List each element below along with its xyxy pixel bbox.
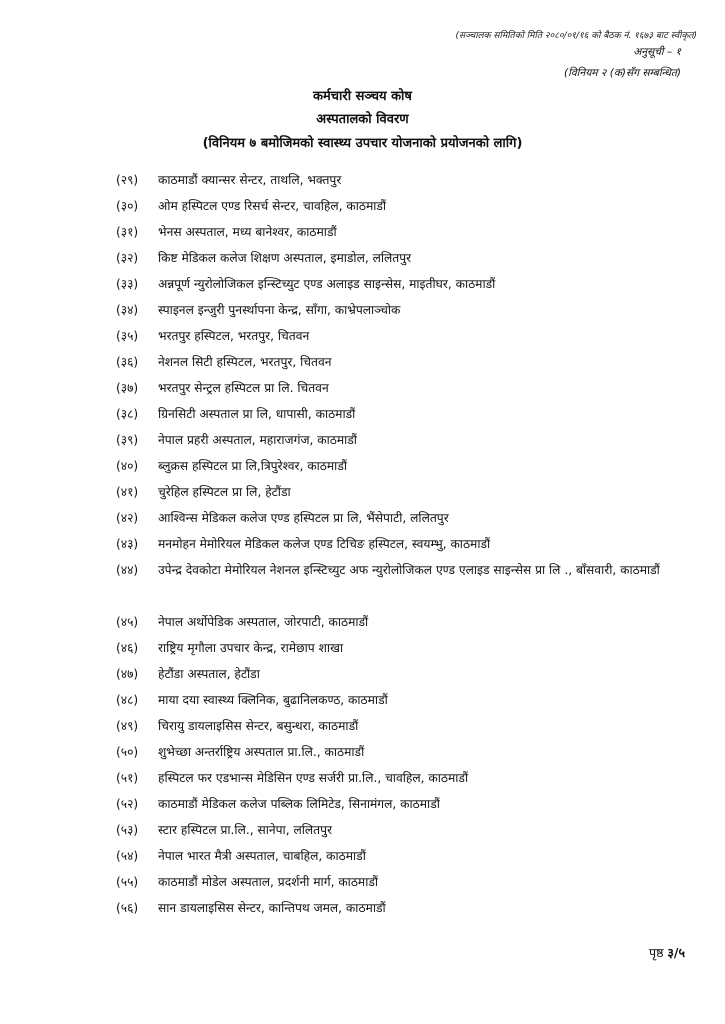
list-item-number: (४०)	[116, 459, 139, 473]
hospital-name: चुरेहिल हस्पिटल प्रा लि, हेटौंडा	[158, 485, 291, 499]
list-item	[116, 458, 711, 484]
list-item	[116, 874, 711, 900]
list-item	[116, 900, 711, 926]
hospital-name: चिरायु डायलाइसिस सेन्टर, बसुन्धरा, काठमाडौं	[158, 719, 359, 733]
hospital-name: भरतपुर हस्पिटल, भरतपुर, चितवन	[158, 329, 310, 343]
hospital-name: माया दया स्वास्थ्य क्लिनिक, बुढानिलकण्ठ, काठमाडौं	[158, 693, 388, 707]
list-item	[116, 770, 711, 796]
document-subtitle: अस्पतालको विवरण	[316, 112, 409, 127]
list-item-number: (५४)	[116, 849, 139, 863]
list-item-number: (३१)	[116, 225, 139, 239]
list-item	[116, 302, 711, 328]
approval-note: (सञ्चालक समितिको मिति २०८०/०१/१६ को बैठक नं. १६७३ बाट स्वीकृत)	[455, 31, 697, 41]
list-item	[116, 796, 711, 822]
hospital-name: नेपाल प्रहरी अस्पताल, महाराजगंज, काठमाडौं	[158, 433, 357, 447]
list-item	[116, 484, 711, 510]
list-item	[116, 562, 711, 614]
list-item-number: (४२)	[116, 511, 139, 525]
document-title: कर्मचारी सञ्चय कोष	[313, 89, 412, 104]
list-item	[116, 198, 711, 224]
list-item-number: (३४)	[116, 303, 139, 317]
list-item-number: (५३)	[116, 823, 139, 837]
hospital-name: भरतपुर सेन्ट्रल हस्पिटल प्रा लि. चितवन	[158, 381, 329, 395]
page-label: पृष्ठ	[648, 945, 664, 960]
list-item	[116, 848, 711, 874]
list-item	[116, 406, 711, 432]
list-item	[116, 172, 711, 198]
list-item	[116, 354, 711, 380]
list-item-number: (४८)	[116, 693, 139, 707]
list-item	[116, 536, 711, 562]
hospital-name: हेटौंडा अस्पताल, हेटौंडा	[158, 667, 260, 681]
hospital-name: सान डायलाइसिस सेन्टर, कान्तिपथ जमल, काठमाडौं	[158, 901, 386, 915]
page-number	[649, 944, 685, 961]
list-item-number: (५६)	[116, 901, 139, 915]
list-item	[116, 432, 711, 458]
list-item-number: (५०)	[116, 745, 139, 759]
list-item-number: (५१)	[116, 771, 139, 785]
list-item-number: (३३)	[116, 277, 139, 291]
list-item-number: (३०)	[116, 199, 139, 213]
hospital-name: ग्रिनसिटी अस्पताल प्रा लि, धापासी, काठमाडौं	[158, 407, 356, 421]
list-item	[116, 692, 711, 718]
list-item-number: (४७)	[116, 667, 139, 681]
hospital-name: काठमाडौं मेडिकल कलेज पब्लिक लिमिटेड, सिनामंगल, काठमाडौं	[158, 797, 440, 811]
hospital-name: ब्लुक्रस हस्पिटल प्रा लि,त्रिपुरेश्वर, काठमाडौं	[158, 459, 347, 473]
list-item-number: (५५)	[116, 875, 139, 889]
hospital-name: काठमाडौं मोडेल अस्पताल, प्रदर्शनी मार्ग, काठमाडौं	[158, 875, 379, 889]
list-item	[116, 510, 711, 536]
list-item-number: (४६)	[116, 641, 139, 655]
list-item-number: (३५)	[116, 329, 139, 343]
hospital-name: शुभेच्छा अन्तर्राष्ट्रिय अस्पताल प्रा.लि., काठमाडौं	[158, 745, 365, 759]
list-item-number: (४४)	[116, 563, 139, 577]
list-item-number: (३८)	[116, 407, 139, 421]
list-item	[116, 250, 711, 276]
list-item-number: (४१)	[116, 485, 139, 499]
list-item	[116, 666, 711, 692]
hospital-name: किष्ट मेडिकल कलेज शिक्षण अस्पताल, इमाडोल, ललितपुर	[158, 251, 412, 265]
list-item-number: (२९)	[116, 173, 139, 187]
hospital-name: मनमोहन मेमोरियल मेडिकल कलेज एण्ड टिचिङ हस्पिटल, स्वयम्भु, काठमाडौं	[158, 537, 491, 551]
list-item-number: (४३)	[116, 537, 139, 551]
list-item	[116, 276, 711, 302]
annex-label: अनुसूची – १	[633, 46, 681, 58]
hospital-name: काठमाडौं क्यान्सर सेन्टर, ताथलि, भक्तपुर	[158, 173, 342, 187]
list-item	[116, 640, 711, 666]
list-item-number: (५२)	[116, 797, 139, 811]
list-item-number: (३६)	[116, 355, 139, 369]
hospital-name: नेपाल भारत मैत्री अस्पताल, चाबहिल, काठमाडौं	[158, 849, 366, 863]
list-item	[116, 328, 711, 354]
hospital-name: राष्ट्रिय मृगौला उपचार केन्द्र, रामेछाप शाखा	[158, 641, 344, 655]
list-item-number: (४५)	[116, 615, 139, 629]
list-item-number: (३७)	[116, 381, 139, 395]
hospital-name: ओम हस्पिटल एण्ड रिसर्च सेन्टर, चावहिल, काठमाडौं	[158, 199, 387, 213]
page-number-value: ३/५	[667, 945, 685, 960]
hospital-name: नेपाल अर्थोपेडिक अस्पताल, जोरपाटी, काठमाडौं	[158, 615, 369, 629]
list-item-number: (३२)	[116, 251, 139, 265]
list-item	[116, 718, 711, 744]
document-purpose: (विनियम ७ बमोजिमको स्वास्थ्य उपचार योजनाको प्रयोजनको लागि)	[202, 136, 523, 151]
hospital-name: अन्नपूर्ण न्युरोलोजिकल इन्स्टिच्युट एण्ड अलाइड साइन्सेस, माइतीघर, काठमाडौं	[158, 277, 496, 291]
hospital-list	[116, 172, 711, 926]
list-item	[116, 822, 711, 848]
list-item	[116, 744, 711, 770]
hospital-name: भेनस अस्पताल, मध्य बानेश्वर, काठमाडौं	[158, 225, 337, 239]
hospital-name: उपेन्द्र देवकोटा मेमोरियल नेशनल इन्स्टिच्युट अफ न्युरोलोजिकल एण्ड एलाइड साइन्सेस प्रा लि ., बाँसवारी, काठमाडौं	[158, 563, 660, 577]
list-item-number: (३९)	[116, 433, 139, 447]
list-item-number: (४९)	[116, 719, 139, 733]
regulation-reference: (विनियम २ (क)सँग सम्बन्धित)	[564, 67, 681, 79]
list-item	[116, 614, 711, 640]
list-item	[116, 380, 711, 406]
hospital-name: नेशनल सिटी हस्पिटल, भरतपुर, चितवन	[158, 355, 332, 369]
hospital-name: स्पाइनल इन्जुरी पुनर्स्थापना केन्द्र, साँगा, काभ्रेपलाञ्चोक	[158, 303, 401, 317]
hospital-name: आश्विन्स मेडिकल कलेज एण्ड हस्पिटल प्रा लि, भैंसेपाटी, ललितपुर	[158, 511, 449, 525]
list-item	[116, 224, 711, 250]
hospital-name: स्टार हस्पिटल प्रा.लि., सानेपा, ललितपुर	[158, 823, 333, 837]
hospital-name: हस्पिटल फर एडभान्स मेडिसिन एण्ड सर्जरी प्रा.लि., चावहिल, काठमाडौं	[158, 771, 469, 785]
